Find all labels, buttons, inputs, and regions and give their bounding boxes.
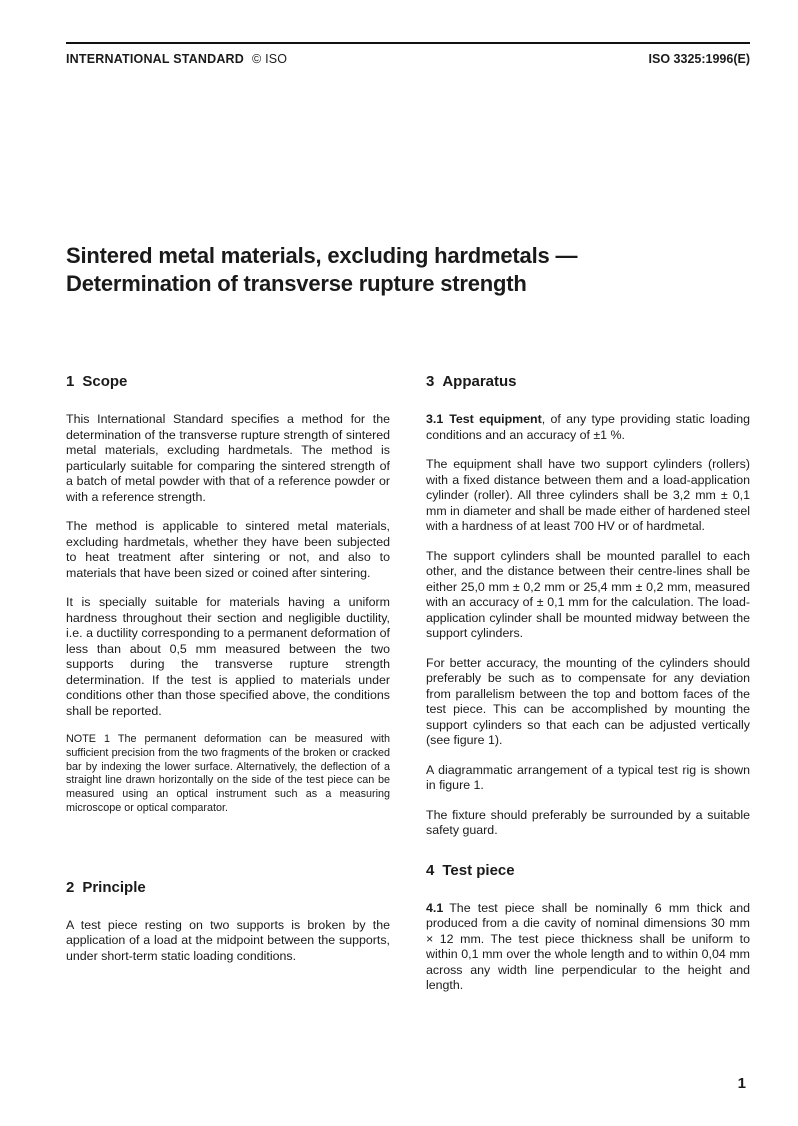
title-line-2: Determination of transverse rupture strength — [66, 271, 527, 296]
right-column — [426, 372, 750, 1008]
document-number: ISO 3325:1996(E) — [648, 52, 750, 66]
apparatus-paragraph-2: The equipment shall have two support cylinders (rollers) with a fixed distance between them and a load-application cylinder (roller). All three cylinders shall be 3,2 mm ± 0,1 mm in diameter and shall be made either of hardened steel with a hardness of at least 700 HV or of hardmetal. — [426, 457, 750, 533]
apparatus-paragraph-5: A diagrammatic arrangement of a typical test rig is shown in figure 1. — [426, 762, 750, 792]
section-heading-principle: 2 Principle — [66, 878, 146, 896]
title-line-1: Sintered metal materials, excluding hardmetals — — [66, 243, 578, 268]
scope-paragraph-3: It is specially suitable for materials having a uniform hardness throughout their section and negligible ductility, i.e. a ductility corresponding to a permanent deformation of less than about 0,5 mm measured between the two supports during the transverse rupture strength determination. If the test is applied to materials under conditions other than those specified above, the conditions shall be reported. — [66, 595, 390, 718]
scope-paragraph-1: This International Standard specifies a method for the determination of the transverse rupture strength of sintered metal materials, excluding hardmetals. The method is particularly suitable for comparing the sintered strength of a batch of metal powder with that of a reference powder or with a reference strength. — [66, 412, 390, 504]
left-column — [66, 372, 390, 978]
subsection-title-test-equipment: Test equipment — [449, 412, 542, 426]
apparatus-paragraph-6: The fixture should preferably be surrounded by a suitable safety guard. — [426, 807, 750, 837]
apparatus-paragraph-3-1: 3.1 Test equipment, of any type providing static loading conditions and an accuracy of ±1 %. — [426, 412, 750, 442]
scope-paragraph-2: The method is applicable to sintered metal materials, excluding hardmetals, whether they have been subjected to heat treatment after sintering or not, and also to materials that have been sized or coined after sintering. — [66, 519, 390, 580]
test-piece-paragraph-4-1: 4.1 The test piece shall be nominally 6 mm thick and produced from a die cavity of nominal dimensions 30 mm × 12 mm. The test piece thickness shall be uniform to within 0,1 mm over the whole length and to within 0,04 mm across any width line perpendicular to the height and length. — [426, 900, 750, 992]
section-heading-test-piece: 4 Test piece — [426, 861, 515, 879]
section-heading-apparatus: 3 Apparatus — [426, 373, 517, 390]
section-heading-scope: 1 Scope — [66, 373, 128, 390]
document-type: INTERNATIONAL STANDARD © ISO — [66, 52, 288, 66]
copyright-notice: © ISO — [252, 52, 288, 66]
apparatus-paragraph-4: For better accuracy, the mounting of the cylinders should preferably be such as to compensate for any deviation from parallelism between the top and bottom faces of the test piece. This can be accomplished by mounting the support cylinders so that each can be adjusted vertically (see figure 1). — [426, 655, 750, 747]
document-title — [66, 242, 750, 298]
scope-note-1: NOTE 1 The permanent deformation can be measured with sufficient precision from the two fragments of the broken or cracked bar by indexing the lower surface. Alternatively, the deflection of a straight line drawn horizontally on the side of the test piece can be measured using an optical instrument such as a measuring microscope or optical comparator. — [66, 733, 390, 814]
header-rule — [66, 42, 750, 44]
page-number: 1 — [737, 1075, 746, 1092]
running-header — [66, 52, 750, 70]
principle-paragraph-1: A test piece resting on two supports is broken by the application of a load at the midpoint between the supports, under short-term static loading conditions. — [66, 917, 390, 963]
apparatus-paragraph-3: The support cylinders shall be mounted parallel to each other, and the distance between their centre-lines shall be either 25,0 mm ± 0,2 mm or 25,4 mm ± 0,2 mm, measured with an accuracy of ± 0,1 mm for the calculation. The load-application cylinder shall be mounted midway between the support cylinders. — [426, 548, 750, 640]
